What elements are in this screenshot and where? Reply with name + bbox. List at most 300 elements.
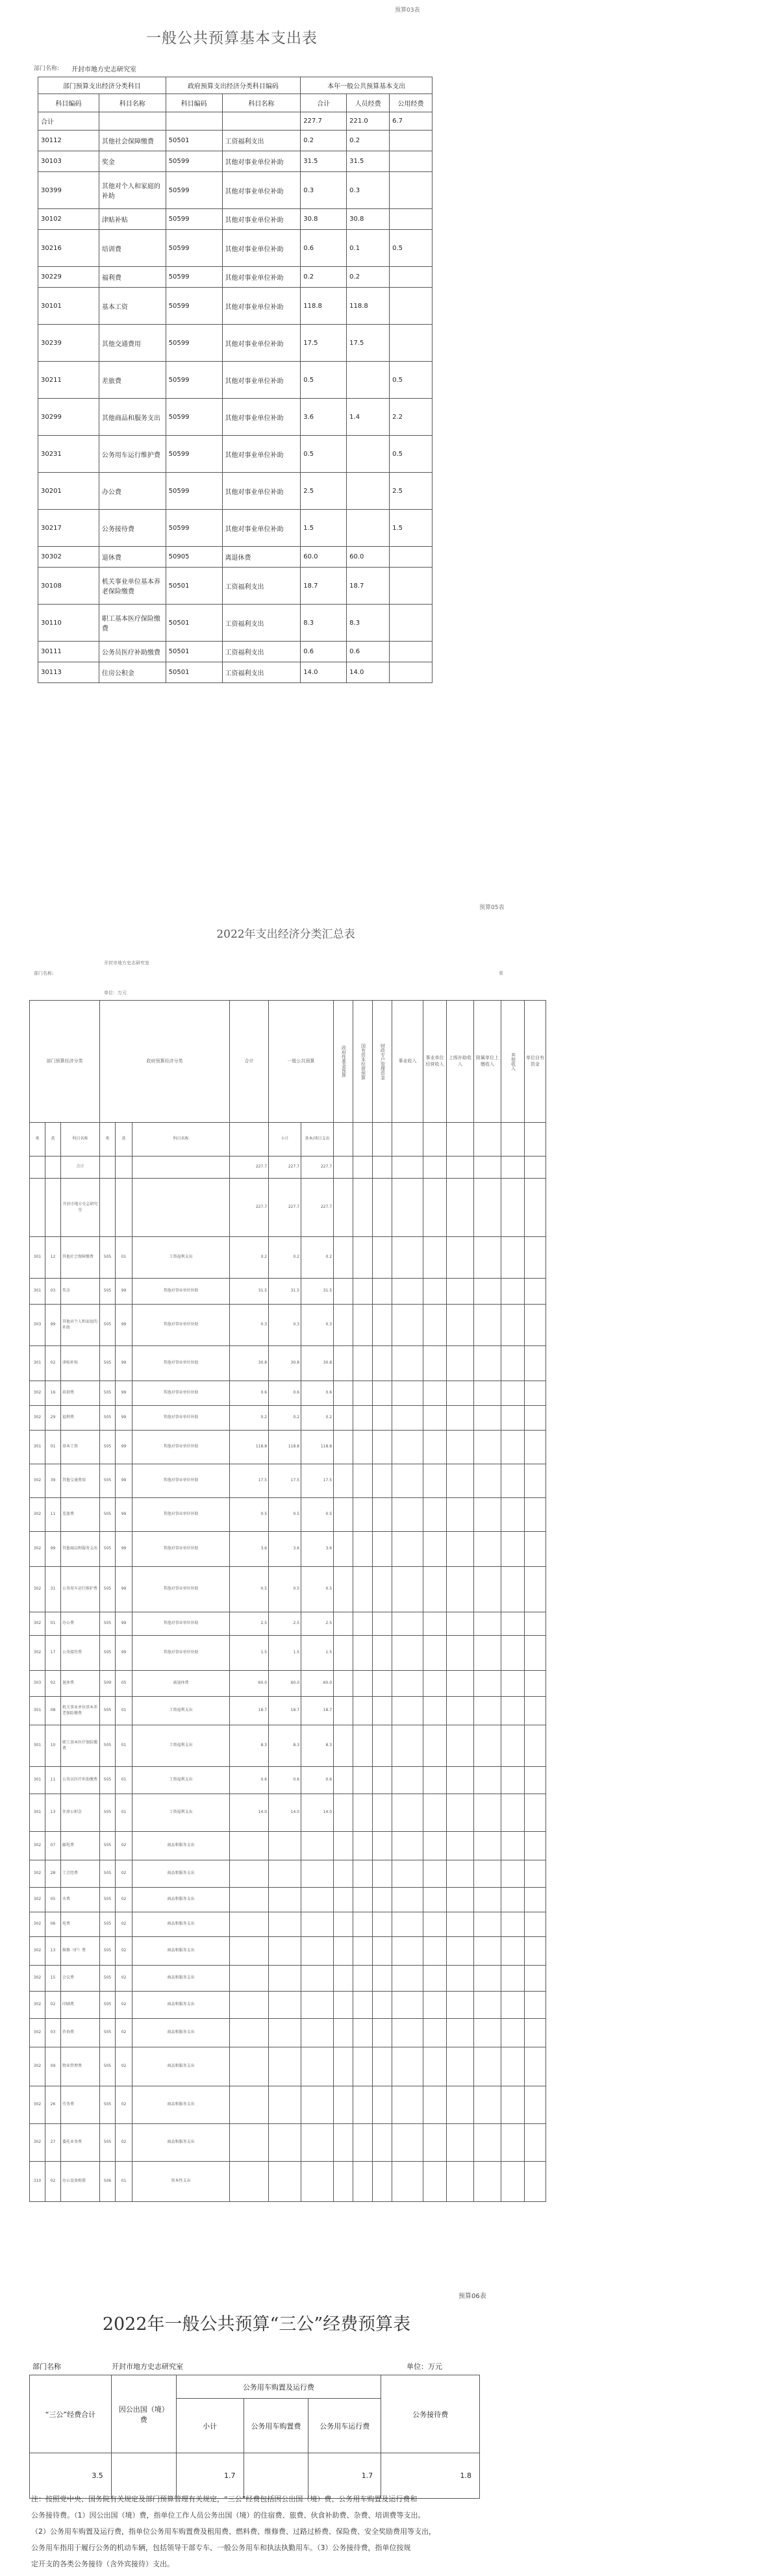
table-row: [30, 1937, 546, 1966]
t2-cell-gov-lei: 505: [100, 1888, 116, 1912]
t2-cell-gov-lei: 505: [100, 1532, 116, 1567]
t2-cell-empty: [392, 1888, 423, 1912]
t1-cell-t: 17.5: [301, 325, 347, 362]
t2-cell-empty: [353, 1888, 373, 1912]
t2-cell-lei: 302: [30, 1636, 45, 1671]
table-row: [30, 2162, 546, 2202]
t2-cell-empty: [525, 1381, 546, 1406]
t2-cell-empty: [423, 1406, 447, 1431]
t2-cell-gov-kuan: 02: [116, 1888, 132, 1912]
t2-cell-empty: [353, 1832, 373, 1860]
t2-cell-basic: 60.0: [301, 1671, 334, 1697]
t2-cell-empty: [334, 1279, 353, 1305]
t2-cell-empty: [373, 1279, 392, 1305]
t2-sub-name2: 科目名称: [132, 1123, 230, 1157]
t2-cell-empty: [525, 2124, 546, 2162]
t2-cell-empty: [373, 1966, 392, 1992]
t2-head-dept: 部门预算经济分类: [30, 1001, 100, 1123]
t2-cell-empty: [474, 1725, 501, 1767]
t1-cell-p: [347, 436, 390, 473]
t1-column-header: 科目编码: [166, 94, 222, 112]
t2-unit-general: 227.7: [269, 1179, 301, 1237]
t2-cell-kuan: 99: [45, 1532, 61, 1567]
t2-cell-basic: 17.5: [301, 1464, 334, 1498]
t1-corner: 预算03表: [395, 7, 420, 14]
t2-cell-empty: [474, 1305, 501, 1346]
t2-cell-empty: [525, 1725, 546, 1767]
t2-cell-name: 咨询费: [61, 2019, 100, 2047]
t2-cell-gov-lei: 505: [100, 1725, 116, 1767]
t2-unit-basic: 227.7: [301, 1179, 334, 1237]
economic-classification-table: [29, 1000, 546, 2202]
t1-cell-p: 0.3: [347, 172, 390, 209]
t2-cell-empty: [353, 1671, 373, 1697]
t1-cell-p: 17.5: [347, 325, 390, 362]
t2-cell-lei: 302: [30, 1532, 45, 1567]
t3-h-recv: 公务接待费: [381, 2375, 480, 2453]
t2-cell-empty: [501, 2162, 525, 2202]
t2-cell-empty: [392, 1912, 423, 1937]
t1-cell-c1: 30110: [38, 605, 99, 642]
t2-cell-empty: [392, 1860, 423, 1888]
t2-cell-total: [230, 1992, 269, 2019]
t2-cell-total: 14.0: [230, 1794, 269, 1832]
t1-cell-p: 8.3: [347, 605, 390, 642]
table-row: [30, 1912, 546, 1937]
t2-cell-basic: [301, 2086, 334, 2124]
t2-cell-general: 0.6: [269, 1767, 301, 1794]
t1-cell-n1: 办公费: [99, 473, 166, 510]
t3-title: 2022年一般公共预算“三公”经费预算表: [102, 2314, 411, 2334]
t2-cell-empty: [474, 1992, 501, 2019]
t2-cell-basic: 31.5: [301, 1279, 334, 1305]
t2-cell-name: 其他对个人和家庭的补助: [61, 1305, 100, 1346]
t2-cell-empty: [334, 1888, 353, 1912]
t2-cell-kuan: 31: [45, 1567, 61, 1612]
t2-cell-empty: [525, 2086, 546, 2124]
t2-unit-name: 开封市地方史志研究室: [61, 1179, 100, 1237]
t1-cell-g: [390, 209, 433, 230]
t1-column-header: 合计: [301, 94, 347, 112]
t2-unit-sum: 227.7: [230, 1179, 269, 1237]
t2-cell-gov-kuan: 99: [116, 1305, 132, 1346]
t2-cell-gov-lei: 505: [100, 2124, 116, 2162]
t2-cell-empty: [334, 1237, 353, 1279]
t2-cell-gov-name: 其他对事业单位补助: [132, 1431, 230, 1464]
t2-cell-kuan: 05: [45, 1888, 61, 1912]
t1-cell-c2: 50599: [166, 172, 222, 209]
t2-cell-total: 8.3: [230, 1725, 269, 1767]
t2-cell-empty: [334, 1636, 353, 1671]
t2-cell-empty: [334, 1431, 353, 1464]
t2-cell-empty: [501, 1671, 525, 1697]
table-row: [38, 362, 433, 399]
table-row: [30, 1888, 546, 1912]
t2-cell-empty: [447, 2047, 474, 2086]
t2-unit-row: [30, 1179, 546, 1237]
t2-cell-empty: [334, 1498, 353, 1532]
table-row: [30, 1794, 546, 1832]
t2-dept-label: 部门名称:: [34, 971, 54, 976]
t2-cell-total: 2.5: [230, 1612, 269, 1636]
t1-cell-n2: 其他对事业单位补助: [222, 399, 301, 436]
t1-cell-g: [390, 131, 433, 151]
t2-cell-lei: 301: [30, 1767, 45, 1794]
t3-h-abroad: 因公出国（境）费: [111, 2375, 176, 2453]
t1-cell-n1: 其他商品和服务支出: [99, 399, 166, 436]
t2-cell-empty: [501, 1305, 525, 1346]
t1-cell-n1: 其他对个人和家庭的补助: [99, 172, 166, 209]
t2-cell-empty: [353, 2019, 373, 2047]
t2-cell-empty: [353, 1346, 373, 1381]
t2-cell-empty: [392, 1406, 423, 1431]
t2-cell-empty: [474, 1697, 501, 1725]
t2-cell-total: 60.0: [230, 1671, 269, 1697]
t2-cell-gov-name: 其他对事业单位补助: [132, 1532, 230, 1567]
t2-cell-empty: [392, 1767, 423, 1794]
t2-cell-total: [230, 1860, 269, 1888]
t1-cell-c1: 30111: [38, 642, 99, 662]
t2-cell-kuan: 99: [45, 1305, 61, 1346]
t2-cell-gov-lei: 505: [100, 1498, 116, 1532]
t2-cell-empty: [373, 1381, 392, 1406]
t2-cell-empty: [392, 1346, 423, 1381]
t2-cell-empty: [423, 1237, 447, 1279]
t2-cell-empty: [501, 1725, 525, 1767]
t1-cell-g: [390, 605, 433, 642]
t2-cell-lei: 302: [30, 1937, 45, 1966]
t2-cell-gov-name: 其他对事业单位补助: [132, 1464, 230, 1498]
t3-note-line: 公务接待费。（1）因公出国（境）费，指单位工作人员公务出国（境）的住宿费、旅费、伙食补助费、杂费、培训费等支出。: [31, 2511, 425, 2520]
table-row: [38, 568, 433, 605]
t2-cell-empty: [334, 1567, 353, 1612]
t3-note-line: 公务用车指用于履行公务的机动车辆，包括领导干部专车、一般公务用车和执法执勤用车。（3）公务接待费，指单位按规: [31, 2544, 411, 2552]
t1-cell-g: [390, 662, 433, 683]
t2-cell-general: [269, 2019, 301, 2047]
t2-cell-name: 委托业务费: [61, 2124, 100, 2162]
t1-cell-n1: 退休费: [99, 547, 166, 568]
t2-cell-gov-lei: 505: [100, 1237, 116, 1279]
table-row: [38, 473, 433, 510]
t2-cell-empty: [525, 1406, 546, 1431]
t2-cell-empty: [353, 2086, 373, 2124]
t1-cell-c1: 30229: [38, 267, 99, 288]
t2-cell-name: 公务员医疗补助缴费: [61, 1767, 100, 1794]
table-row: [30, 1860, 546, 1888]
t1-cell-n2: 其他对事业单位补助: [222, 151, 301, 172]
t2-cell-empty: [447, 2086, 474, 2124]
t2-cell-empty: [423, 1346, 447, 1381]
table-row: [38, 325, 433, 362]
t2-cell-empty: [447, 1725, 474, 1767]
t2-cell-empty: [423, 1636, 447, 1671]
t1-cell-p: 31.5: [347, 151, 390, 172]
t2-cell-empty: [334, 2019, 353, 2047]
t2-cell-empty: [392, 1697, 423, 1725]
t2-cell-gov-kuan: 99: [116, 1532, 132, 1567]
t2-cell-kuan: 26: [45, 2086, 61, 2124]
t2-cell-empty: [373, 2047, 392, 2086]
t3-v-total: 3.5: [30, 2453, 112, 2499]
t2-cell-basic: 0.2: [301, 1406, 334, 1431]
t2-cell-empty: [447, 1431, 474, 1464]
t2-cell-empty: [501, 2019, 525, 2047]
t2-cell-empty: [447, 1671, 474, 1697]
t1-cell-c1: 30299: [38, 399, 99, 436]
t2-cell-empty: [525, 1305, 546, 1346]
t2-cell-empty: [525, 1966, 546, 1992]
t1-title: 一般公共预算基本支出表: [146, 30, 318, 47]
t2-cell-empty: [474, 1767, 501, 1794]
t2-cell-kuan: 10: [45, 1725, 61, 1767]
t2-cell-empty: [525, 1464, 546, 1498]
t2-cell-empty: [525, 2162, 546, 2202]
t1-cell-c2: 50599: [166, 325, 222, 362]
t2-cell-empty: [501, 1346, 525, 1381]
t1-cell-c2: 50905: [166, 547, 222, 568]
t2-cell-general: [269, 1966, 301, 1992]
t2-cell-name: 工会经费: [61, 1860, 100, 1888]
t1-cell-g: [390, 267, 433, 288]
t2-cell-empty: [392, 1671, 423, 1697]
t2-cell-basic: 18.7: [301, 1697, 334, 1725]
t1-cell-t: 0.6: [301, 230, 347, 267]
t2-cell-general: [269, 2047, 301, 2086]
t2-head-general: 一般公共预算: [269, 1001, 334, 1123]
table-row: [30, 1567, 546, 1612]
t2-cell-total: [230, 2086, 269, 2124]
table-row: [30, 1406, 546, 1431]
t2-cell-total: 0.6: [230, 1767, 269, 1794]
t1-column-header: 科目编码: [38, 94, 99, 112]
t2-cell-empty: [525, 1912, 546, 1937]
t1-cell-n1: 公务用车运行维护费: [99, 436, 166, 473]
t1-cell-c2: 50501: [166, 568, 222, 605]
t2-cell-empty: [474, 2019, 501, 2047]
t1-cell-n1: 福利费: [99, 267, 166, 288]
t1-cell-g: 2.5: [390, 473, 433, 510]
t2-cell-general: 18.7: [269, 1697, 301, 1725]
t2-cell-name: 培训费: [61, 1381, 100, 1406]
table-row: [38, 288, 433, 325]
t3-note: [31, 2491, 746, 2572]
table-row: [38, 662, 433, 683]
t2-cell-basic: 0.2: [301, 1237, 334, 1279]
t2-cell-empty: [447, 1567, 474, 1612]
t2-cell-empty: [373, 1406, 392, 1431]
t1-cell-n2: 工资福利支出: [222, 642, 301, 662]
t1-cell-g: 2.2: [390, 399, 433, 436]
t2-cell-empty: [501, 1888, 525, 1912]
t2-cell-empty: [423, 2086, 447, 2124]
t2-cell-empty: [501, 1237, 525, 1279]
table-row: [30, 1498, 546, 1532]
t1-cell-t: 60.0: [301, 547, 347, 568]
t1-cell-c2: 50501: [166, 605, 222, 642]
t1-cell-p: 30.8: [347, 209, 390, 230]
t2-cell-empty: [373, 1237, 392, 1279]
table-row: [30, 1431, 546, 1464]
t2-cell-name: 退休费: [61, 1671, 100, 1697]
t2-cell-empty: [334, 2086, 353, 2124]
t2-cell-empty: [373, 2124, 392, 2162]
t2-cell-empty: [474, 2086, 501, 2124]
table-row: [30, 1697, 546, 1725]
t2-cell-total: 30.8: [230, 1346, 269, 1381]
table-row: [30, 2124, 546, 2162]
t2-cell-empty: [392, 1279, 423, 1305]
t2-total-basic: 227.7: [301, 1157, 334, 1179]
t2-cell-empty: [423, 1532, 447, 1567]
t1-cell-c2: 50599: [166, 510, 222, 547]
table-row: [38, 605, 433, 642]
t2-cell-empty: [447, 1305, 474, 1346]
t2-cell-empty: [474, 1832, 501, 1860]
t1-cell-n2: 其他对事业单位补助: [222, 288, 301, 325]
t2-cell-empty: [525, 1767, 546, 1794]
t2-head-other: 其他收入: [501, 1001, 525, 1123]
t2-cell-empty: [447, 1532, 474, 1567]
t3-dept-name: 开封市地方史志研究室: [112, 2362, 183, 2371]
t2-cell-general: [269, 1860, 301, 1888]
t2-cell-basic: 0.5: [301, 1567, 334, 1612]
t3-dept-label: 部门名称: [32, 2362, 61, 2371]
t1-cell-n1: 津贴补贴: [99, 209, 166, 230]
t2-cell-empty: [423, 2162, 447, 2202]
t2-cell-gov-kuan: 99: [116, 1406, 132, 1431]
t2-cell-name: 职工基本医疗保险缴费: [61, 1725, 100, 1767]
t2-cell-empty: [353, 1992, 373, 2019]
t1-cell-n2: 其他对事业单位补助: [222, 209, 301, 230]
t2-cell-empty: [474, 1888, 501, 1912]
t3-v-recv: 1.8: [381, 2453, 480, 2499]
t2-head-affiliate: 附属单位上缴收入: [474, 1001, 501, 1123]
t2-cell-empty: [501, 1612, 525, 1636]
t2-cell-empty: [501, 1279, 525, 1305]
t1-cell-t: 0.2: [301, 267, 347, 288]
t2-cell-lei: 302: [30, 2124, 45, 2162]
t2-cell-lei: 302: [30, 2019, 45, 2047]
t2-cell-lei: 302: [30, 1464, 45, 1498]
t2-cell-gov-lei: 505: [100, 1794, 116, 1832]
t2-cell-empty: [474, 2124, 501, 2162]
table-row: [30, 1346, 546, 1381]
t2-cell-general: 0.6: [269, 1381, 301, 1406]
t1-cell-c1: 30302: [38, 547, 99, 568]
t2-cell-empty: [501, 1431, 525, 1464]
t2-cell-empty: [353, 1498, 373, 1532]
t2-cell-gov-kuan: 99: [116, 1498, 132, 1532]
t2-cell-empty: [334, 1992, 353, 2019]
t1-total-row: [38, 112, 433, 131]
t2-cell-gov-lei: 505: [100, 1697, 116, 1725]
t2-cell-empty: [353, 1567, 373, 1612]
t2-cell-gov-name: 商品和服务支出: [132, 2019, 230, 2047]
t2-cell-empty: [525, 1498, 546, 1532]
t2-cell-empty: [392, 1612, 423, 1636]
t2-cell-name: 其他交通费用: [61, 1464, 100, 1498]
t2-cell-kuan: 02: [45, 2162, 61, 2202]
t2-cell-kuan: 15: [45, 1966, 61, 1992]
t2-cell-empty: [447, 1237, 474, 1279]
t1-cell-p: 60.0: [347, 547, 390, 568]
t3-v-run: 1.7: [308, 2453, 381, 2499]
t1-cell-p: [347, 510, 390, 547]
t2-cell-empty: [447, 1860, 474, 1888]
t2-cell-lei: 302: [30, 1832, 45, 1860]
t1-cell-n1: 其他社会保障缴费: [99, 131, 166, 151]
t2-cell-empty: [353, 1464, 373, 1498]
t2-cell-general: [269, 1888, 301, 1912]
table-row: [30, 1636, 546, 1671]
t1-dept-label: 部门名称:: [34, 66, 60, 72]
t2-cell-gov-kuan: 01: [116, 1725, 132, 1767]
t1-cell-n1: 奖金: [99, 151, 166, 172]
t2-cell-name: 公务接待费: [61, 1636, 100, 1671]
t2-cell-empty: [392, 2162, 423, 2202]
t2-cell-empty: [474, 1279, 501, 1305]
t2-cell-total: 18.7: [230, 1697, 269, 1725]
t2-cell-empty: [353, 1237, 373, 1279]
t2-cell-empty: [525, 1612, 546, 1636]
t2-cell-empty: [525, 1636, 546, 1671]
t2-cell-kuan: 09: [45, 2047, 61, 2086]
t2-cell-gov-lei: 505: [100, 1937, 116, 1966]
t2-cell-general: 0.2: [269, 1237, 301, 1279]
t2-cell-total: 118.8: [230, 1431, 269, 1464]
t2-cell-empty: [392, 1305, 423, 1346]
t2-cell-lei: 302: [30, 1992, 45, 2019]
table-row: [30, 2047, 546, 2086]
t2-cell-gov-kuan: 02: [116, 1966, 132, 1992]
t2-cell-basic: 2.5: [301, 1612, 334, 1636]
t2-cell-empty: [392, 1725, 423, 1767]
t1-cell-g: 1.5: [390, 510, 433, 547]
t2-cell-empty: [373, 2162, 392, 2202]
t2-cell-gov-kuan: 01: [116, 2162, 132, 2202]
t1-column-header: 人员经费: [347, 94, 390, 112]
t2-cell-empty: [474, 1612, 501, 1636]
t2-cell-lei: 302: [30, 1966, 45, 1992]
t2-cell-general: 0.5: [269, 1498, 301, 1532]
t2-cell-name: 住房公积金: [61, 1794, 100, 1832]
t2-cell-kuan: 02: [45, 1992, 61, 2019]
t2-sub-basic: 基本/项目支出: [301, 1123, 334, 1157]
t2-cell-basic: [301, 2162, 334, 2202]
t2-cell-empty: [474, 1567, 501, 1612]
t2-cell-kuan: 11: [45, 1498, 61, 1532]
t2-cell-total: [230, 1966, 269, 1992]
t2-cell-basic: [301, 1992, 334, 2019]
t2-cell-general: 0.2: [269, 1406, 301, 1431]
table-row: [38, 172, 433, 209]
t2-cell-empty: [392, 1937, 423, 1966]
t2-cell-empty: [447, 1406, 474, 1431]
t1-cell-g: 0.5: [390, 230, 433, 267]
t2-cell-empty: [501, 1912, 525, 1937]
t2-cell-empty: [423, 1937, 447, 1966]
t1-total-label: 合计: [38, 112, 99, 131]
t2-cell-empty: [353, 2124, 373, 2162]
t3-corner: 预算06表: [458, 2293, 486, 2300]
t2-cell-empty: [474, 1406, 501, 1431]
t2-cell-basic: 0.3: [301, 1305, 334, 1346]
t2-cell-gov-name: 资本性支出: [132, 2162, 230, 2202]
table-row: [38, 267, 433, 288]
t2-cell-basic: [301, 1966, 334, 1992]
t2-cell-lei: 301: [30, 1794, 45, 1832]
t1-cell-n2: 其他对事业单位补助: [222, 325, 301, 362]
